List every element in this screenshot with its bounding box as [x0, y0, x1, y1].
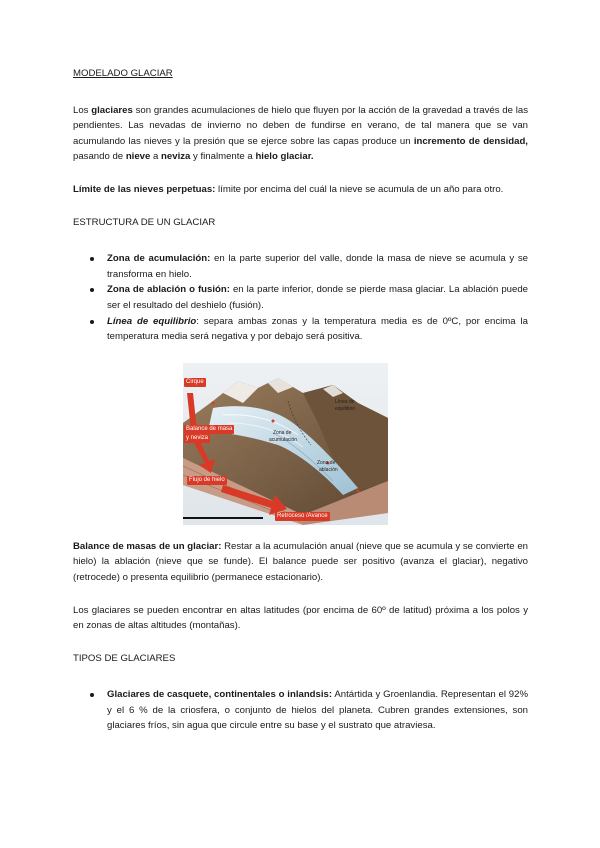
list-item	[87, 251, 528, 282]
label-linea-equilibrio-1: Línea de	[335, 398, 355, 405]
limite-text: límite por encima del cuál la nieve se acumula de un año para otro.	[215, 183, 504, 195]
intro-text: son grandes acumulaciones de hielo que fluyen por la acción de la gravedad a través de las pendientes. Las nevadas de invierno no deben de fundirse en verano, de tal manera que se van acumulando las nieves y la presión que se ejerce sobre las capas produce un	[73, 104, 528, 147]
item-label: Zona de ablación o fusión:	[107, 284, 230, 296]
intro-paragraph	[73, 103, 528, 165]
intro-bold-glaciares: glaciares	[91, 104, 133, 116]
balance-paragraph	[73, 539, 528, 586]
item-label: Línea de equilibrio	[107, 315, 197, 327]
list-item	[87, 314, 528, 345]
intro-bold-hielo: hielo glaciar.	[255, 151, 314, 163]
limite-label: Límite de las nieves perpetuas:	[73, 183, 216, 195]
item-label: Zona de acumulación:	[107, 253, 211, 265]
intro-text: y finalmente a	[190, 151, 256, 163]
balance-text: Restar a la acumulación anual (nieve que se acumula y se convierte en hielo) la ablación (nieve que se funde). El balance puede ser positivo (avanza el glaciar), negativo (retrocede) o presenta equilibrio (permanece estacionario).	[73, 540, 528, 583]
item-text: : separa ambas zonas y la temperatura media es de 0ºC, por encima la temperatura media será negativa y por debajo será positiva.	[107, 315, 528, 343]
list-item	[87, 687, 528, 734]
item-label: Glaciares de casquete, continentales o inlandsis:	[107, 689, 333, 701]
label-linea-equilibrio-2: equilibrio	[335, 405, 356, 412]
intro-text: a	[150, 151, 162, 163]
bullet-icon	[90, 257, 94, 261]
label-cirque: Cirque	[186, 378, 204, 385]
intro-text: pasando de	[73, 151, 126, 163]
bullet-icon	[90, 693, 94, 697]
label-flujo-hielo: Flujo de hielo	[189, 476, 225, 483]
balance-label: Balance de masas de un glaciar:	[73, 540, 222, 552]
bullet-icon	[90, 320, 94, 324]
list-item	[87, 282, 528, 313]
item-text: Antártida y Groenlandia. Representan el 92% y el 6 % de la criosfera, o conjunto de hielos del planeta. Cubren grandes extensiones, son glaciares fríos, sin agua que circule entre su base y el sustrato que atraviesa.	[107, 689, 528, 732]
intro-text: Los	[73, 104, 92, 116]
label-zona-acumulacion-2: acumulación	[269, 436, 298, 443]
intro-bold-densidad: incremento de densidad,	[413, 135, 528, 147]
item-text: en la parte inferior, donde se pierde masa glaciar. La ablación puede ser el resultado del deshielo (fusión).	[107, 284, 529, 311]
ubicacion-paragraph: Los glaciares se pueden encontrar en altas latitudes (por encima de 60º de latitud) próxima a los polos y en zonas de altas altitudes (montañas).	[73, 604, 528, 632]
document-content	[73, 66, 528, 734]
intro-bold-nieve: nieve	[125, 151, 151, 163]
item-text: en la parte superior del valle, donde la masa de nieve se acumula y se transforma en hielo.	[107, 253, 528, 280]
label-zona-ablacion-1: Zona de	[317, 459, 336, 466]
intro-bold-neviza: neviza	[161, 151, 191, 163]
label-retroceso-avance: Retroceso /Avance	[277, 512, 328, 519]
tipos-heading: TIPOS DE GLACIARES	[73, 652, 176, 664]
tipos-list	[87, 687, 528, 734]
estructura-heading: ESTRUCTURA DE UN GLACIAR	[73, 216, 216, 228]
estructura-list	[87, 251, 528, 345]
label-neviza: y neviza	[186, 434, 209, 441]
label-balance-masa: Balance de masa	[186, 425, 233, 432]
label-zona-acumulacion-1: Zona de	[273, 429, 292, 436]
glacier-diagram	[183, 363, 388, 525]
label-zona-ablacion-2: ablación	[319, 466, 338, 473]
limite-paragraph	[73, 182, 528, 198]
page-title: MODELADO GLACIAR	[73, 68, 173, 79]
bullet-icon	[90, 288, 94, 292]
